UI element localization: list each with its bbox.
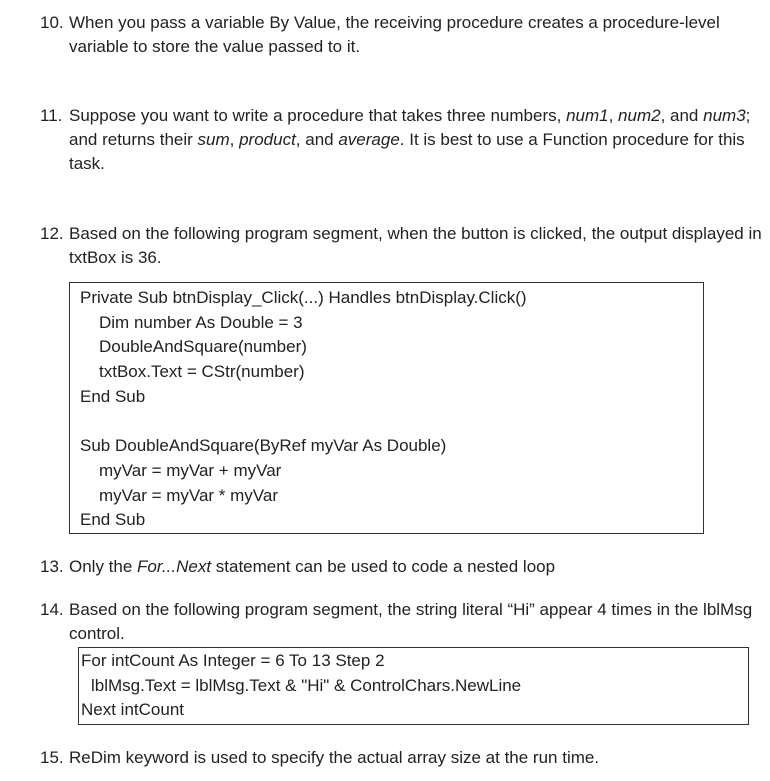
question-text: When you pass a variable By Value, the receiving procedure creates a procedure-level variable to store the value passed to it. [69,13,720,56]
code-box-q14 [78,647,749,725]
question-text [69,104,762,176]
code-line: End Sub [80,386,146,406]
text-segment: , [608,106,619,125]
code-line: End Sub [80,510,146,530]
text-segment: Only the [69,557,138,576]
question-number: 14. [40,600,64,619]
blank-line [80,410,703,435]
question-number: 12. [40,224,64,243]
question-10 [40,11,762,59]
text-segment: statement can be used to code a nested loop [211,557,556,576]
italic-term-sum: sum [197,130,230,149]
question-11 [40,104,762,176]
code-line: myVar = myVar * myVar [99,485,278,505]
code-line: Dim number As Double = 3 [99,312,303,332]
code-line: lblMsg.Text = lblMsg.Text & "Hi" & ControlChars.NewLine [91,675,522,695]
question-text: Based on the following program segment, when the button is clicked, the output displayed in txtBox is 36. [69,224,762,267]
question-text: Based on the following program segment, the string literal “Hi” appear 4 times in the lblMsg control. [69,600,753,643]
question-12 [40,222,762,270]
code-line: Private Sub btnDisplay_Click(...) Handles btnDisplay.Click() [80,288,527,307]
text-segment: . It is best to use a Function procedure for this task. [69,130,745,173]
question-13 [40,555,762,579]
question-number: 10. [40,13,64,32]
code-box-q12 [69,282,704,534]
text-segment: , and [660,106,704,125]
code-line: Sub DoubleAndSquare(ByRef myVar As Double) [80,436,447,456]
italic-term-num1: num1 [566,106,609,125]
code-line: myVar = myVar + myVar [99,460,282,480]
question-15 [40,746,762,770]
code-line: DoubleAndSquare(number) [99,337,307,357]
code-line: txtBox.Text = CStr(number) [99,362,305,382]
question-14 [40,598,762,646]
question-text: ReDim keyword is used to specify the actual array size at the run time. [69,748,600,767]
text-segment: Suppose you want to write a procedure that takes three numbers, [69,106,567,125]
code-line: Next intCount [81,700,184,720]
code-line: For intCount As Integer = 6 To 13 Step 2 [81,651,385,670]
italic-term-product: product [239,130,296,149]
italic-term-average: average [338,130,400,149]
text-segment: ; and returns their [69,106,751,149]
question-number: 13. [40,557,64,576]
text-segment: , and [295,130,339,149]
question-number: 15. [40,748,64,767]
italic-term-num2: num2 [618,106,661,125]
italic-term-num3: num3 [703,106,746,125]
question-text [69,555,762,579]
italic-keyword: For...Next [137,557,212,576]
question-number: 11. [40,106,63,125]
text-segment: , [229,130,240,149]
